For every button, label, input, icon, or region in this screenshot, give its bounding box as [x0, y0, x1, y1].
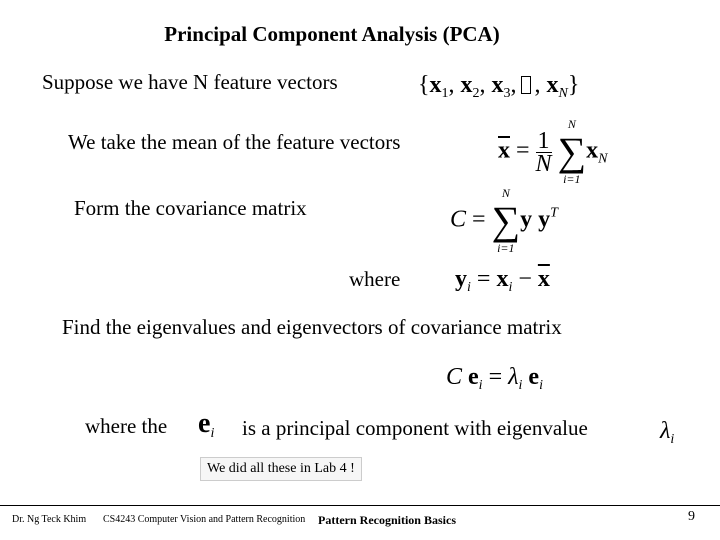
missing-glyph-box [521, 76, 531, 94]
footer-topic: Pattern Recognition Basics [318, 513, 456, 527]
text-where-the: where the [85, 414, 168, 438]
formula-mean: $\overline{x}$ = $\frac{1}{N}$ N ∑ i=1 $x_N$ [498, 117, 608, 186]
text-covariance: Form the covariance matrix [74, 196, 307, 220]
formula-eigen: C $e_i = \lambda_i$ $e_i$ [446, 364, 543, 393]
formula-covariance: C = N ∑ i=1 y $y^T$ [450, 186, 558, 255]
formula-y: $y_i = x_i - \overline{x}$ [455, 266, 550, 295]
text-eigen: Find the eigenvalues and eigenvectors of covariance matrix [62, 315, 562, 339]
formula-lambda: $\lambda_i$ [660, 418, 675, 447]
formula-feature-set: {$x_1$, $x_2$, $x_3$, , $x_N$} [418, 72, 580, 101]
text-where: where [349, 267, 401, 291]
slide-title: Principal Component Analysis (PCA) [164, 22, 500, 46]
footer-author: Dr. Ng Teck Khim [12, 514, 87, 525]
text-principal: is a principal component with eigenvalue [242, 416, 588, 440]
footer-course: CS4243 Computer Vision and Pattern Recognition [103, 514, 306, 525]
page-number: 9 [688, 509, 695, 524]
formula-ei: $e_i$ [198, 408, 215, 441]
lab-note: We did all these in Lab 4 ! [200, 457, 362, 481]
text-mean: We take the mean of the feature vectors [68, 130, 401, 154]
footer-divider [0, 505, 720, 506]
text-feature-vectors: Suppose we have N feature vectors [42, 70, 338, 94]
